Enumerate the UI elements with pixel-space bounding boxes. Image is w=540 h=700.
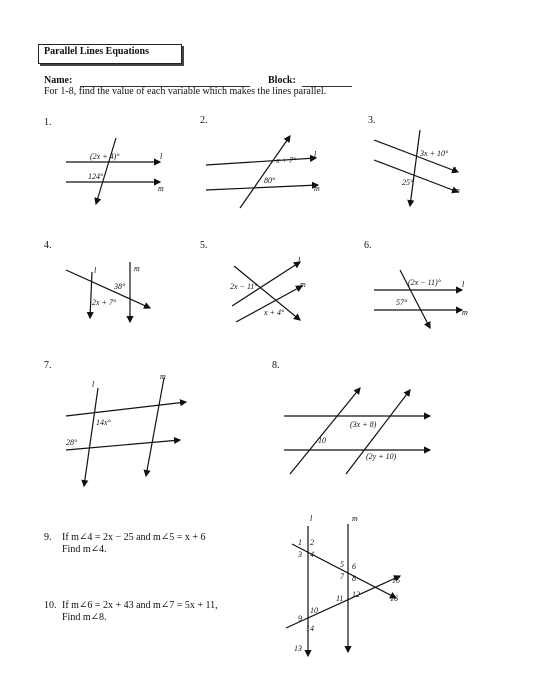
fig4-label-b: 2x + 7° <box>92 298 117 307</box>
diagram-num-10: 10 <box>310 606 318 615</box>
fig4-line-m: m <box>134 264 140 273</box>
fig3-label-a: 3x + 10° <box>420 149 449 158</box>
fig6-line-l: l <box>462 280 465 289</box>
fig7-label-a: 14x° <box>96 418 111 427</box>
question-9-number: 9. <box>44 532 52 543</box>
diagram-num-11: 11 <box>336 594 344 603</box>
diagram-num-12: 12 <box>352 590 360 599</box>
fig3-line-l: l <box>454 166 457 175</box>
fig4-label-a: 38° <box>114 282 126 291</box>
fig5-line-m: m <box>300 280 306 289</box>
diagram-num-3: 3 <box>298 550 302 559</box>
problem-number-5: 5. <box>200 240 208 251</box>
diagram-line-l: l <box>310 514 313 523</box>
figure-7 <box>66 378 186 486</box>
fig2-line-m: m <box>314 184 320 193</box>
figure-9-10 <box>286 524 400 656</box>
fig7-line-m: m <box>160 372 166 381</box>
question-10-find: Find m∠8. <box>62 612 107 623</box>
diagram-num-9: 9 <box>298 614 302 623</box>
figure-2 <box>206 136 318 208</box>
diagram-num-14: 14 <box>306 624 314 633</box>
problem-number-7: 7. <box>44 360 52 371</box>
fig7-line-l: l <box>92 380 95 389</box>
fig1-label-a: (2x + 4)° <box>90 152 120 161</box>
fig1-line-l: l <box>160 152 163 161</box>
diagram-num-15: 15 <box>392 576 400 585</box>
figure-8 <box>284 388 430 474</box>
worksheet-title: Parallel Lines Equations <box>44 46 150 57</box>
diagram-num-1: 1 <box>298 538 302 547</box>
problem-number-8: 8. <box>272 360 280 371</box>
fig5-line-l: l <box>298 256 301 265</box>
fig6-line-m: m <box>462 308 468 317</box>
instructions: For 1-8, find the value of each variable which makes the lines parallel. <box>44 86 327 97</box>
problem-number-4: 4. <box>44 240 52 251</box>
fig2-label-a: x + 7° <box>276 156 297 165</box>
fig4-line-l: l <box>94 266 97 275</box>
problem-number-2: 2. <box>200 115 208 126</box>
diagram-num-7: 7 <box>340 572 344 581</box>
diagram-num-16: 16 <box>390 594 398 603</box>
name-label: Name: <box>44 75 73 86</box>
fig5-label-b: x + 4° <box>264 308 285 317</box>
fig8-label-b: (2y + 10) <box>366 452 397 461</box>
diagram-num-4: 4 <box>310 550 314 559</box>
fig7-label-b: 28° <box>66 438 78 447</box>
problem-number-1: 1. <box>44 117 52 128</box>
fig2-label-b: 80° <box>264 176 276 185</box>
fig1-label-b: 124° <box>88 172 104 181</box>
fig6-label-a: (2x − 11)° <box>408 278 441 287</box>
fig3-line-m: m <box>454 186 460 195</box>
fig6-label-b: 57° <box>396 298 408 307</box>
question-9-text: If m∠4 = 2x − 25 and m∠5 = x + 6 <box>62 532 206 543</box>
fig1-line-m: m <box>158 184 164 193</box>
diagram-line-m: m <box>352 514 358 523</box>
fig3-label-b: 25° <box>402 178 414 187</box>
figure-1 <box>66 138 163 204</box>
fig2-line-l: l <box>314 150 317 159</box>
question-10-text: If m∠6 = 2x + 43 and m∠7 = 5x + 11, <box>62 600 218 611</box>
diagram-num-2: 2 <box>310 538 314 547</box>
diagram-num-13: 13 <box>294 644 302 653</box>
fig8-label-a: (3x + 8) <box>350 420 377 429</box>
diagram-num-5: 5 <box>340 560 344 569</box>
diagram-num-8: 8 <box>352 574 356 583</box>
block-label: Block: <box>268 75 296 86</box>
problem-number-3: 3. <box>368 115 376 126</box>
problem-number-6: 6. <box>364 240 372 251</box>
question-10-number: 10. <box>44 600 57 611</box>
question-9-find: Find m∠4. <box>62 544 107 555</box>
figure-3 <box>374 130 458 206</box>
fig5-label-a: 2x − 11° <box>230 282 258 291</box>
fig8-label-c: 10 <box>318 436 326 445</box>
diagram-num-6: 6 <box>352 562 356 571</box>
